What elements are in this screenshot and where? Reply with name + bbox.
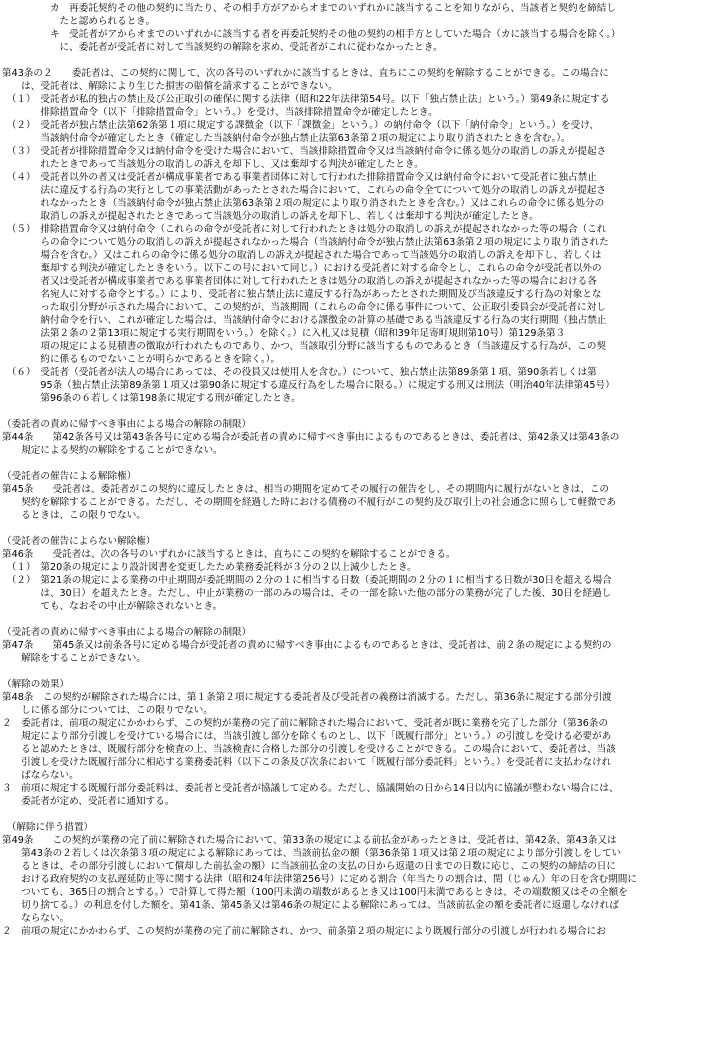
text-line: 第43条の２ 委託者は、この契約に関して、次の各号のいずれかに該当するときは、直ちにこの契約を解除することができる。この場合に [2, 68, 609, 79]
text-line: るときは、この限りでない。 [2, 510, 146, 521]
text-line: （委託者の責めに帰すべき事由による場合の解除の制限） [2, 419, 252, 430]
text-line: ても、なおその中止が解除されないとき。 [2, 601, 223, 612]
text-line: 契約を解除することができる。ただし、その期間を経過した時における債務の不履行がこの契約及び取引上の社会通念に照らして軽微であ [2, 497, 616, 508]
text-line: ばならない。 [2, 770, 79, 781]
text-line: 項の規定による見積書の徴取が行われたものであり、かつ、当該取引分野に該当するものであるとき（当該違反する行為が、この契 [2, 341, 607, 352]
paragraph-gap [2, 522, 706, 535]
text-line: るときは、その部分引渡しにおいて償却した前払金の額）に当該前払金の支払の日から返還の日までの日数に応じ、この契約の締結の日に [2, 861, 616, 872]
text-line: 第46条 受託者は、次の各号のいずれかに該当するときは、直ちにこの契約を解除することができる。 [2, 549, 456, 560]
text-line: （２） 受託者が独占禁止法第62条第１項に規定する課徴金（以下「課徴金」という。）の納付命令（以下「納付命令」という。）を受け、 [2, 120, 600, 131]
text-line: 場合を含む。）又はこれらの命令に係る処分の取消しの訴えが提起された場合であって当該処分の取消しの訴えを却下し、若しくは [2, 250, 602, 261]
text-line: れたときであって当該処分の取消しの訴えを却下し、又は棄却する判決が確定したとき。 [2, 159, 424, 170]
text-line: おける政府契約の支払遅延防止等に関する法律（昭和24年法律第256号）に定める割合（年当たりの割合は、閏（じゅん）年の日を含む期間に [2, 874, 637, 885]
text-line: 棄却する判決が確定したときをいう。以下この号において同じ。）における受託者に対する命令とし、これらの命令が受託者以外の [2, 263, 602, 274]
text-line: ２ 前項の規定にかかわらず、この契約が業務の完了前に解除され、かつ、前条第２項の規定により既履行部分の引渡しが行われる場合にお [2, 926, 606, 937]
text-line: （受託者の責めに帰すべき事由による場合の解除の制限） [2, 627, 252, 638]
text-line: （解除の効果） [2, 679, 70, 690]
text-line: 引渡しを受けた既履行部分に相応する業務委託料（以下この条及び次条において「既履行部分委託料」という。）を受託者に支払わなけれ [2, 757, 612, 768]
text-line: は、受託者は、解除により生じた損害の賠償を請求することができない。 [2, 81, 338, 92]
text-line: った取引分野が示された場合において、この契約が、当該期間（これらの命令に係る事件について、公正取引委員会が受託者に対し [2, 302, 606, 313]
text-line: 法に違反する行為の実行としての事業活動があったとされた場合において、これらの命令全てについて処分の取消しの訴えが提起さ [2, 185, 606, 196]
text-line: しに係る部分については、この限りでない。 [2, 705, 213, 716]
text-line: （５） 排除措置命令又は納付命令（これらの命令が受託者に対して行われたときは処分の取消しの訴えが提起されなかった等の場合（これ [2, 224, 607, 235]
text-line: ならない。 [2, 913, 70, 924]
text-line: 取消しの訴えが提起されたときであって当該処分の取消しの訴えを却下し、若しくは棄却する判決が確定したとき。 [2, 211, 539, 222]
paragraph-gap [2, 613, 706, 626]
text-line: ると認めたときは、既履行部分を検査の上、当該検査に合格した部分の引渡しを受けることができる。この場合において、委託者は、当該 [2, 744, 616, 755]
text-line: ３ 前項に規定する既履行部分委託料は、委託者と受託者が協議して定める。ただし、協議開始の日から14日以内に協議が整わない場合には、 [2, 783, 619, 794]
paragraph-gap [2, 457, 706, 470]
text-line: 名宛人に対する命令とする。）により、受託者に独占禁止法に違反する行為があったとされた期間及び当該違反する行為の対象とな [2, 289, 602, 300]
text-line: 者又は受託者が構成事業者である事業者団体に対して行われたときは処分の取消しの訴えが提起されなかった等の場合における各 [2, 276, 597, 287]
text-line: （３） 受託者が排除措置命令又は納付命令を受けた場合において、当該排除措置命令又は当該納付命令に係る処分の取消しの訴えが提起さ [2, 146, 607, 157]
text-line: （受託者の催告による解除権） [2, 471, 137, 482]
text-line: （１） 受託者が私的独占の禁止及び公正取引の確保に関する法律（昭和22年法律第54号。以下「独占禁止法」という。）第49条に規定する [2, 94, 610, 105]
text-line: 第96条の６若しくは第198条に規定する刑が確定したとき。 [2, 393, 301, 404]
text-line: らの命令について処分の取消しの訴えが提起されなかった場合（当該納付命令が独占禁止法第63条第２項の規定により取り消された [2, 237, 609, 248]
text-line: （４） 受託者以外の者又は受託者が構成事業者である事業者団体に対して行われた排除措置命令又は納付命令において受託者に独占禁止 [2, 172, 597, 183]
text-line: に、委託者が受託者に対して当該契約の解除を求め、受託者がこれに従わなかったとき。 [2, 42, 443, 53]
text-line: ついても、365日の割合とする。）で計算して得た額（100円未満の端数があるとき又は100円未満であるときは、その端数額又はその全額を [2, 887, 628, 898]
text-line: 解除をすることができない。 [2, 653, 146, 664]
text-line: 約に係るものでないことが明らかであるときを除く。）。 [2, 354, 281, 365]
text-line: ２ 委託者は、前項の規定にかかわらず、この契約が業務の完了前に解除された場合において、受託者が既に業務を完了した部分（第36条の [2, 718, 609, 729]
text-line: 第45条 受託者は、委託者がこの契約に違反したときは、相当の期間を定めてその履行の催告をし、その期間内に履行がないときは、この [2, 484, 610, 495]
text-line: 規定により部分引渡しを受けている場合には、当該引渡し部分を除くものとし、以下「既履行部分」という。）の引渡しを受ける必要があ [2, 731, 612, 742]
text-line: 切り捨てる。）の利息を付した額を、第41条、第45条又は第46条の規定による解除にあっては、当該前払金の額を委託者に返還しなければ [2, 900, 619, 911]
text-line: （２） 第21条の規定による業務の中止期間が委託期間の２分の１に相当する日数（委託期間の２分の１に相当する日数が30日を超える場合 [2, 575, 612, 586]
text-line: 第44条 第42条各号又は第43条各号に定める場合が委託者の責めに帰すべき事由によるものであるときは、委託者は、第42条又は第43条の [2, 432, 620, 443]
text-line: カ 再委託契約その他の契約に当たり、その相手方がアからオまでのいずれかに該当することを知りながら、当該者と契約を締結し [2, 3, 616, 14]
text-line: 排除措置命令（以下「排除措置命令」という。）を受け、当該排除措置命令が確定したとき。 [2, 107, 438, 118]
text-line: 第49条 この契約が業務の完了前に解除された場合において、第33条の規定による前払金があったときは、受託者は、第42条、第43条又は [2, 835, 617, 846]
text-line: 規定による契約の解除をすることができない。 [2, 445, 223, 456]
text-line: 第47条 第45条又は前条各号に定める場合が受託者の責めに帰すべき事由によるものであるときは、受託者は、前２条の規定による契約の [2, 640, 612, 651]
text-line: 第48条 この契約が解除された場合には、第１条第２項に規定する委託者及び受託者の義務は消滅する。ただし、第36条に規定する部分引渡 [2, 692, 612, 703]
text-line: は、30日）を超えたとき。ただし、中止が業務の一部のみの場合は、その一部を除いた他の部分の業務が完了した後、30日を経過し [2, 588, 612, 599]
text-line: 第43条の２若しくは次条第３項の規定による解除にあっては、当該前払金の額（第36条第１項又は第２項の規定により部分引渡しをしてい [2, 848, 622, 859]
text-line: 95条（独占禁止法第89条第１項又は第90条に規定する違反行為をした場合に限る。）に規定する刑又は刑法（明治40年法律第45号） [2, 380, 615, 391]
text-line: 納付命令を行い、これが確定した場合は、当該納付命令における課徴金の計算の基礎である当該違反する行為の実行期間（独占禁止 [2, 315, 607, 326]
paragraph-gap [2, 54, 706, 67]
text-line: （解除に伴う措置） [2, 822, 94, 833]
paragraph-gap [2, 405, 706, 418]
text-line: （受託者の催告によらない解除権） [2, 536, 156, 547]
text-line: たと認められるとき。 [2, 16, 156, 27]
text-line: 法第２条の２第13項に規定する実行期間をいう。）を除く。）に入札又は見積（昭和39年足寄町規則第10号）第129条第３ [2, 328, 566, 339]
text-line: れなかったとき（当該納付命令が独占禁止法第63条第２項の規定により取り消されたときを含む。）又はこれらの命令に係る処分の [2, 198, 605, 209]
paragraph-gap [2, 665, 706, 678]
text-line: キ 受託者がアからオまでのいずれかに該当する者を再委託契約その他の契約の相手方としていた場合（カに該当する場合を除く。） [2, 29, 621, 40]
text-line: （１） 第20条の規定により設計図書を変更したため業務委託料が３分の２以上減少したとき。 [2, 562, 417, 573]
text-line: 委託者が定め、受託者に通知する。 [2, 796, 175, 807]
text-line: （６） 受託者（受託者が法人の場合にあっては、その役員又は使用人を含む。）について、独占禁止法第89条第１項、第90条若しくは第 [2, 367, 597, 378]
paragraph-gap [2, 808, 706, 821]
text-line: 当該納付命令が確定したとき（確定した当該納付命令が独占禁止法第63条第２項の規定により取り消されたときを含む。）。 [2, 133, 571, 144]
